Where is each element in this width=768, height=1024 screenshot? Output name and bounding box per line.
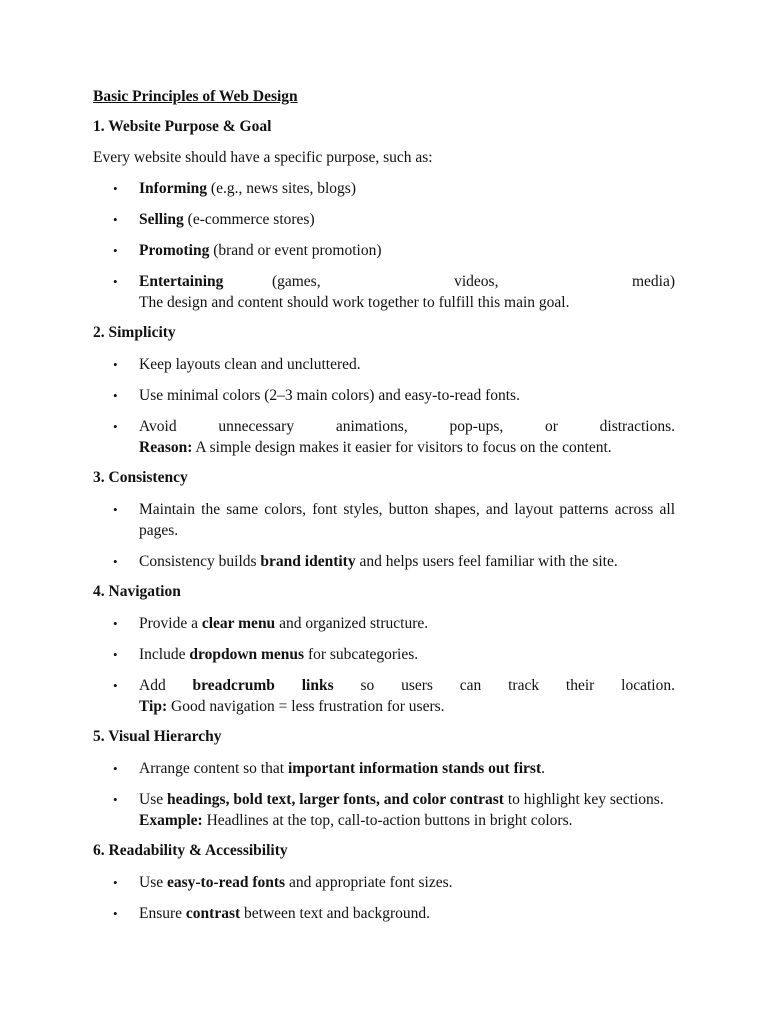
simplicity-list (93, 354, 675, 458)
item-text: Use minimal colors (2–3 main colors) and easy-to-read fonts. (139, 387, 520, 404)
list-item (93, 789, 675, 831)
bullet-icon: • (113, 502, 118, 517)
bullet-icon: • (113, 212, 118, 227)
item-text: and organized structure. (275, 615, 429, 632)
item-text: so users can track their location. (333, 677, 675, 694)
bullet-icon: • (113, 792, 118, 807)
list-item (93, 758, 675, 779)
item-bold-text: Entertaining (139, 273, 224, 290)
section-heading-visual-hierarchy: 5. Visual Hierarchy (93, 728, 222, 745)
bullet-icon: • (113, 554, 118, 569)
item-text: Maintain the same colors, font styles, button shapes, and layout patterns across all pages. (139, 501, 675, 539)
bullet-icon: • (113, 761, 118, 776)
item-bold-text: Selling (139, 211, 184, 228)
bullet-icon: • (113, 678, 118, 693)
item-text: . (541, 760, 545, 777)
bullet-icon: • (113, 647, 118, 662)
item-bold-text: headings, bold text, larger fonts, and color contrast (166, 791, 504, 808)
item-bold-text: Informing (139, 180, 208, 197)
item-bold-text: Example: (139, 812, 203, 829)
list-item (93, 903, 675, 924)
item-text: Ensure (139, 905, 186, 922)
consistency-list (93, 499, 675, 572)
list-item (93, 416, 675, 458)
navigation-list (93, 613, 675, 717)
list-item (93, 872, 675, 893)
item-bold-text: Reason: (139, 439, 193, 456)
item-text: (e-commerce stores) (183, 211, 315, 228)
section-heading-purpose: 1. Website Purpose & Goal (93, 118, 272, 135)
list-item (93, 178, 675, 199)
bullet-icon: • (113, 274, 118, 289)
section-heading-readability: 6. Readability & Accessibility (93, 842, 288, 859)
readability-list (93, 872, 675, 924)
item-bold-text: important information stands out first (287, 760, 542, 777)
item-text: (games, videos, media) (271, 273, 676, 290)
document-title: Basic Principles of Web Design (93, 88, 298, 105)
list-item (93, 271, 675, 313)
item-justified-line: Avoid unnecessary animations, pop-ups, or distractions. (139, 418, 675, 435)
bullet-icon: • (113, 875, 118, 890)
item-text: Arrange content so that (139, 760, 288, 777)
item-text: A simple design makes it easier for visitors to focus on the content. (192, 439, 612, 456)
item-text: (e.g., news sites, blogs) (207, 180, 356, 197)
bullet-icon: • (113, 419, 118, 434)
bullet-icon: • (113, 616, 118, 631)
item-follow-text: The design and content should work together to fulfill this main goal. (139, 294, 570, 311)
item-bold-text: contrast (185, 905, 241, 922)
item-text: between text and background. (240, 905, 430, 922)
item-text: (brand or event promotion) (209, 242, 382, 259)
item-text: Use (139, 874, 167, 891)
item-text: Good navigation = less frustration for users. (167, 698, 445, 715)
item-text: Provide a (139, 615, 202, 632)
section-heading-consistency: 3. Consistency (93, 469, 188, 486)
item-wrapped-text (139, 789, 675, 810)
bullet-icon: • (113, 243, 118, 258)
purpose-list (93, 178, 675, 313)
bullet-icon: • (113, 357, 118, 372)
item-text: Use (139, 791, 167, 808)
list-item (93, 240, 675, 261)
item-bold-text: Tip: (139, 698, 168, 715)
item-bold-text: clear menu (201, 615, 276, 632)
bullet-icon: • (113, 906, 118, 921)
item-follow-line (139, 437, 675, 458)
item-bold-text: easy-to-read fonts (166, 874, 286, 891)
list-item (93, 644, 675, 665)
item-text: Consistency builds (139, 553, 261, 570)
list-item (93, 209, 675, 230)
item-bold-text: dropdown menus (189, 646, 305, 663)
item-text: Keep layouts clean and uncluttered. (139, 356, 361, 373)
visual-hierarchy-list (93, 758, 675, 831)
list-item (93, 613, 675, 634)
item-follow-line (139, 810, 675, 831)
item-text: Headlines at the top, call-to-action buttons in bright colors. (202, 812, 573, 829)
item-text: Add (139, 677, 193, 694)
list-item (93, 675, 675, 717)
item-bold-text: brand identity (260, 553, 356, 570)
list-item (93, 499, 675, 541)
item-justified-line (139, 675, 675, 696)
bullet-icon: • (113, 388, 118, 403)
bullet-icon: • (113, 181, 118, 196)
item-bold-text: breadcrumb links (192, 677, 334, 694)
item-justified-line (139, 271, 675, 292)
list-item (93, 385, 675, 406)
document-page (93, 87, 675, 934)
item-text: Include (139, 646, 190, 663)
item-text: and helps users feel familiar with the site. (355, 553, 618, 570)
item-text: to highlight key sections. (503, 791, 664, 808)
item-text: and appropriate font sizes. (285, 874, 453, 891)
section-heading-navigation: 4. Navigation (93, 583, 181, 600)
section-heading-simplicity: 2. Simplicity (93, 324, 176, 341)
list-item (93, 354, 675, 375)
item-bold-text: Promoting (139, 242, 210, 259)
list-item (93, 551, 675, 572)
section-intro-purpose: Every website should have a specific purpose, such as: (93, 149, 433, 166)
item-follow-line (139, 696, 675, 717)
item-text: for subcategories. (304, 646, 419, 663)
